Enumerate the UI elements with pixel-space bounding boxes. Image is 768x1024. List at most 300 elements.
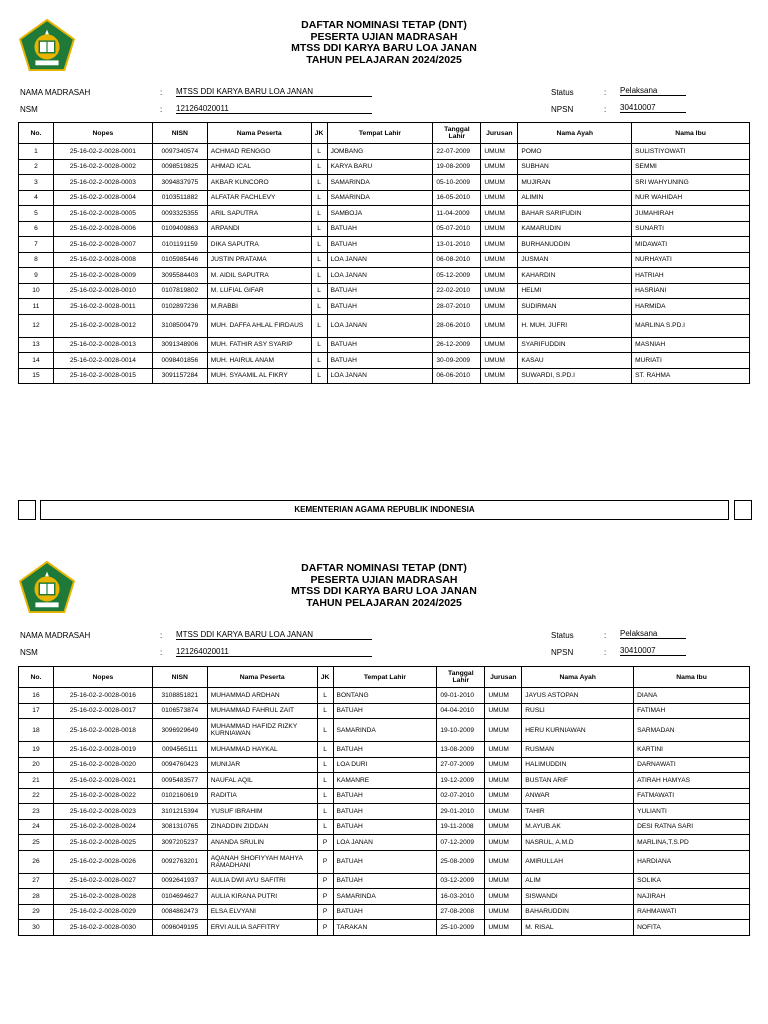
cell-nisn: 3091348906: [152, 337, 207, 353]
cell-tempat-lahir: BATUAH: [333, 873, 437, 889]
cell-no: 23: [19, 804, 54, 820]
table-row: [19, 773, 750, 789]
cell-nama-peserta: AKBAR KUNCORO: [207, 175, 311, 191]
cell-nama-ibu: HATRIAH: [632, 268, 750, 284]
cell-jk: L: [317, 819, 333, 835]
cell-jurusan: UMUM: [485, 688, 522, 704]
cell-nama-ibu: SULISTIYOWATI: [632, 144, 750, 160]
cell-nisn: 0094760423: [152, 757, 207, 773]
cell-nama-ayah: JAYUS ASTOPAN: [522, 688, 634, 704]
cell-nopes: 25-16-02-2-0028-0022: [53, 788, 152, 804]
table-row: [19, 237, 750, 253]
cell-no: 1: [19, 144, 54, 160]
cell-nama-ayah: ALIM: [522, 873, 634, 889]
cell-tanggal-lahir: 22-02-2010: [433, 283, 481, 299]
cell-nama-ibu: RAHMAWATI: [634, 904, 750, 920]
cell-nama-ibu: SEMMI: [632, 159, 750, 175]
cell-no: 27: [19, 873, 54, 889]
table-row: [19, 920, 750, 936]
cell-jk: L: [317, 719, 333, 742]
document-title: DAFTAR NOMINASI TETAP (DNT) PESERTA UJIAN MADRASAH MTSS DDI KARYA BARU LOA JANAN TAHUN PELAJARAN 2024/2025: [291, 562, 477, 609]
cell-nama-peserta: AQANAH SHOFIYYAH MAHYA RAMADHANI: [207, 850, 317, 873]
cell-jurusan: UMUM: [481, 159, 518, 175]
cell-nisn: 0103511882: [152, 190, 207, 206]
cell-tanggal-lahir: 05-12-2009: [433, 268, 481, 284]
colon: :: [604, 88, 607, 97]
cell-jk: L: [317, 757, 333, 773]
cell-nama-ayah: SYARIFUDDIN: [518, 337, 632, 353]
cell-nopes: 25-16-02-2-0028-0011: [53, 299, 152, 315]
table-row: [19, 835, 750, 851]
col-header: Nama Ibu: [634, 667, 750, 688]
cell-nama-ayah: BAHAR SARIFUDIN: [518, 206, 632, 222]
cell-tempat-lahir: BATUAH: [333, 742, 437, 758]
cell-nisn: 3094837975: [152, 175, 207, 191]
table-row: [19, 757, 750, 773]
cell-tempat-lahir: SAMARINDA: [333, 889, 437, 905]
cell-tanggal-lahir: 26-12-2009: [433, 337, 481, 353]
col-header: Nama Ayah: [522, 667, 634, 688]
cell-tempat-lahir: JOMBANG: [327, 144, 433, 160]
cell-nama-peserta: ARPANDI: [207, 221, 311, 237]
cell-nama-ayah: NASRUL, A.M.D: [522, 835, 634, 851]
cell-no: 26: [19, 850, 54, 873]
col-header: Tanggal Lahir: [437, 667, 485, 688]
cell-tempat-lahir: LOA DURI: [333, 757, 437, 773]
cell-jurusan: UMUM: [485, 703, 522, 719]
colon: :: [160, 105, 163, 114]
cell-nama-ibu: FATIMAH: [634, 703, 750, 719]
cell-nama-ibu: HARDIANA: [634, 850, 750, 873]
cell-nama-peserta: M.RABBI: [207, 299, 311, 315]
cell-nama-ayah: MUJIRAN: [518, 175, 632, 191]
cell-tanggal-lahir: 27-08-2008: [437, 904, 485, 920]
cell-nama-peserta: ZINADDIN ZIDDAN: [207, 819, 317, 835]
cell-nama-peserta: AULIA DWI AYU SAFITRI: [207, 873, 317, 889]
cell-nisn: 3097205237: [152, 835, 207, 851]
cell-jk: L: [311, 159, 327, 175]
cell-tanggal-lahir: 30-09-2009: [433, 353, 481, 369]
cell-nama-ibu: SRI WAHYUNING: [632, 175, 750, 191]
cell-nama-ibu: JUMAHIRAH: [632, 206, 750, 222]
cell-nisn: 0084862473: [152, 904, 207, 920]
cell-nisn: 0094565111: [152, 742, 207, 758]
cell-tempat-lahir: SAMARINDA: [327, 175, 433, 191]
cell-nama-ayah: HALIMUDDIN: [522, 757, 634, 773]
corner-box-right: [734, 500, 752, 520]
cell-nisn: 0102160619: [152, 788, 207, 804]
cell-tempat-lahir: SAMARINDA: [327, 190, 433, 206]
cell-tempat-lahir: BATUAH: [327, 237, 433, 253]
cell-nama-peserta: ERVI AULIA SAFFITRY: [207, 920, 317, 936]
cell-nisn: 0092763201: [152, 850, 207, 873]
cell-jk: L: [317, 804, 333, 820]
table-row: [19, 283, 750, 299]
col-header: Nama Ayah: [518, 123, 632, 144]
cell-jk: L: [317, 703, 333, 719]
cell-no: 6: [19, 221, 54, 237]
cell-no: 12: [19, 314, 54, 337]
cell-nama-peserta: NAUFAL AQIL: [207, 773, 317, 789]
table-row: [19, 889, 750, 905]
cell-tempat-lahir: BATUAH: [333, 804, 437, 820]
col-header: Nopes: [53, 123, 152, 144]
cell-jk: P: [317, 850, 333, 873]
cell-nisn: 3096929649: [152, 719, 207, 742]
cell-jurusan: UMUM: [485, 773, 522, 789]
cell-nopes: 25-16-02-2-0028-0008: [53, 252, 152, 268]
cell-jurusan: UMUM: [481, 314, 518, 337]
cell-no: 18: [19, 719, 54, 742]
cell-tempat-lahir: LOA JANAN: [333, 835, 437, 851]
cell-tanggal-lahir: 02-07-2010: [437, 788, 485, 804]
cell-nisn: 0098401856: [152, 353, 207, 369]
cell-tempat-lahir: LOA JANAN: [327, 368, 433, 384]
cell-no: 28: [19, 889, 54, 905]
cell-nopes: 25-16-02-2-0028-0014: [53, 353, 152, 369]
table-row: [19, 206, 750, 222]
cell-no: 7: [19, 237, 54, 253]
cell-nopes: 25-16-02-2-0028-0015: [53, 368, 152, 384]
table-row: [19, 688, 750, 704]
cell-tanggal-lahir: 09-01-2010: [437, 688, 485, 704]
label-npsn: NPSN: [551, 105, 574, 114]
value-status: Pelaksana: [620, 86, 686, 96]
cell-tempat-lahir: KAMANRE: [333, 773, 437, 789]
cell-nama-ibu: ATIRAH HAMYAS: [634, 773, 750, 789]
col-header: Nopes: [53, 667, 152, 688]
col-header: Tanggal Lahir: [433, 123, 481, 144]
cell-nopes: 25-16-02-2-0028-0026: [53, 850, 152, 873]
cell-jk: L: [311, 221, 327, 237]
cell-no: 19: [19, 742, 54, 758]
cell-nama-ibu: SARMADAN: [634, 719, 750, 742]
cell-nama-peserta: ACHMAD RENGGO: [207, 144, 311, 160]
cell-jurusan: UMUM: [485, 889, 522, 905]
ministry-banner: KEMENTERIAN AGAMA REPUBLIK INDONESIA: [40, 500, 729, 520]
cell-nama-ayah: TAHIR: [522, 804, 634, 820]
cell-no: 10: [19, 283, 54, 299]
cell-nama-ayah: RUSLI: [522, 703, 634, 719]
cell-jurusan: UMUM: [481, 368, 518, 384]
cell-tempat-lahir: SAMBOJA: [327, 206, 433, 222]
cell-nama-peserta: YUSUF IBRAHIM: [207, 804, 317, 820]
cell-nama-ibu: HASRIANI: [632, 283, 750, 299]
cell-no: 15: [19, 368, 54, 384]
cell-nisn: 3108500479: [152, 314, 207, 337]
value-nsm: 121264020011: [176, 647, 372, 657]
cell-nisn: 0104694627: [152, 889, 207, 905]
cell-tempat-lahir: BATUAH: [333, 703, 437, 719]
colon: :: [160, 88, 163, 97]
cell-nisn: 0106573874: [152, 703, 207, 719]
cell-nama-peserta: MUHAMMAD HAFIDZ RIZKY KURNIAWAN: [207, 719, 317, 742]
cell-nisn: 0101191159: [152, 237, 207, 253]
cell-no: 5: [19, 206, 54, 222]
participants-table-2: [18, 666, 750, 936]
cell-nisn: 0093325355: [152, 206, 207, 222]
cell-jurusan: UMUM: [485, 719, 522, 742]
cell-nama-ayah: M.AYUB.AK: [522, 819, 634, 835]
cell-nisn: 3101215394: [152, 804, 207, 820]
cell-nopes: 25-16-02-2-0028-0018: [53, 719, 152, 742]
cell-jk: L: [311, 144, 327, 160]
colon: :: [604, 648, 607, 657]
cell-nisn: 3091157284: [152, 368, 207, 384]
cell-tempat-lahir: BATUAH: [333, 788, 437, 804]
cell-nopes: 25-16-02-2-0028-0003: [53, 175, 152, 191]
cell-no: 16: [19, 688, 54, 704]
cell-nama-peserta: M. AIDIL SAPUTRA: [207, 268, 311, 284]
col-header: NISN: [152, 667, 207, 688]
cell-no: 13: [19, 337, 54, 353]
cell-nama-ibu: NAJIRAH: [634, 889, 750, 905]
cell-tanggal-lahir: 05-10-2009: [433, 175, 481, 191]
cell-jurusan: UMUM: [485, 835, 522, 851]
cell-jk: L: [317, 788, 333, 804]
cell-nama-ayah: SISWANDI: [522, 889, 634, 905]
cell-tempat-lahir: TARAKAN: [333, 920, 437, 936]
cell-nama-ibu: DIANA: [634, 688, 750, 704]
cell-tanggal-lahir: 25-08-2009: [437, 850, 485, 873]
cell-tanggal-lahir: 29-01-2010: [437, 804, 485, 820]
label-nsm: NSM: [20, 648, 38, 657]
cell-no: 8: [19, 252, 54, 268]
cell-tanggal-lahir: 04-04-2010: [437, 703, 485, 719]
cell-no: 22: [19, 788, 54, 804]
cell-nama-ibu: DARNAWATI: [634, 757, 750, 773]
cell-nopes: 25-16-02-2-0028-0020: [53, 757, 152, 773]
cell-nama-peserta: ELSA ELVYANI: [207, 904, 317, 920]
cell-nopes: 25-16-02-2-0028-0028: [53, 889, 152, 905]
cell-jk: L: [311, 190, 327, 206]
cell-nama-ayah: BAHARUDDIN: [522, 904, 634, 920]
cell-tanggal-lahir: 16-03-2010: [437, 889, 485, 905]
cell-tanggal-lahir: 05-07-2010: [433, 221, 481, 237]
cell-tempat-lahir: LOA JANAN: [327, 268, 433, 284]
cell-nama-peserta: ARIL SAPUTRA: [207, 206, 311, 222]
cell-nama-ibu: NOFITA: [634, 920, 750, 936]
cell-nopes: 25-16-02-2-0028-0009: [53, 268, 152, 284]
cell-tanggal-lahir: 07-12-2009: [437, 835, 485, 851]
cell-no: 21: [19, 773, 54, 789]
cell-tanggal-lahir: 28-06-2010: [433, 314, 481, 337]
cell-jk: L: [311, 175, 327, 191]
table-row: [19, 221, 750, 237]
table-row: [19, 873, 750, 889]
cell-nama-peserta: MUHAMMAD ARDHAN: [207, 688, 317, 704]
value-npsn: 30410007: [620, 103, 686, 113]
cell-nama-ayah: BUSTAN ARIF: [522, 773, 634, 789]
cell-nopes: 25-16-02-2-0028-0023: [53, 804, 152, 820]
cell-jk: L: [311, 252, 327, 268]
cell-nama-ayah: M. RISAL: [522, 920, 634, 936]
table-row: [19, 190, 750, 206]
cell-nopes: 25-16-02-2-0028-0019: [53, 742, 152, 758]
table-row: [19, 299, 750, 315]
cell-nama-ayah: H. MUH. JUFRI: [518, 314, 632, 337]
table-row: [19, 742, 750, 758]
cell-tempat-lahir: SAMARINDA: [333, 719, 437, 742]
col-header: Tempat Lahir: [327, 123, 433, 144]
cell-nisn: 0102897236: [152, 299, 207, 315]
cell-jk: L: [317, 773, 333, 789]
label-nama-madrasah: NAMA MADRASAH: [20, 631, 91, 640]
cell-nama-ayah: AMIRULLAH: [522, 850, 634, 873]
participants-table-1: [18, 122, 750, 384]
cell-no: 4: [19, 190, 54, 206]
label-status: Status: [551, 88, 574, 97]
cell-jurusan: UMUM: [481, 175, 518, 191]
cell-tempat-lahir: BONTANG: [333, 688, 437, 704]
colon: :: [604, 631, 607, 640]
table-row: [19, 144, 750, 160]
value-npsn: 30410007: [620, 646, 686, 656]
cell-tanggal-lahir: 06-08-2010: [433, 252, 481, 268]
cell-nisn: 0107819802: [152, 283, 207, 299]
cell-tanggal-lahir: 11-04-2009: [433, 206, 481, 222]
table-row: [19, 268, 750, 284]
table-row: [19, 788, 750, 804]
cell-nopes: 25-16-02-2-0028-0016: [53, 688, 152, 704]
cell-tempat-lahir: KARYA BARU: [327, 159, 433, 175]
cell-nama-ayah: BURHANUDDIN: [518, 237, 632, 253]
cell-jk: L: [311, 353, 327, 369]
cell-jurusan: UMUM: [481, 206, 518, 222]
cell-nama-ibu: DESI RATNA SARI: [634, 819, 750, 835]
cell-nama-ibu: MARLINA S.PD.I: [632, 314, 750, 337]
table-row: [19, 368, 750, 384]
label-nsm: NSM: [20, 105, 38, 114]
cell-nopes: 25-16-02-2-0028-0030: [53, 920, 152, 936]
cell-nama-ibu: MASNIAH: [632, 337, 750, 353]
cell-nama-peserta: MUHAMMAD FAHRUL ZAIT: [207, 703, 317, 719]
cell-tempat-lahir: BATUAH: [327, 299, 433, 315]
cell-nama-ayah: SUWARDI, S.PD.I: [518, 368, 632, 384]
cell-tanggal-lahir: 16-05-2010: [433, 190, 481, 206]
cell-nama-ayah: KASAU: [518, 353, 632, 369]
cell-no: 29: [19, 904, 54, 920]
table-row: [19, 252, 750, 268]
col-header: JK: [311, 123, 327, 144]
cell-jurusan: UMUM: [481, 283, 518, 299]
cell-no: 30: [19, 920, 54, 936]
cell-nama-peserta: MUH. DAFFA AHLAL FIRDAUS: [207, 314, 311, 337]
table-row: [19, 337, 750, 353]
cell-no: 2: [19, 159, 54, 175]
cell-nama-peserta: DIKA SAPUTRA: [207, 237, 311, 253]
cell-nopes: 25-16-02-2-0028-0010: [53, 283, 152, 299]
cell-nopes: 25-16-02-2-0028-0027: [53, 873, 152, 889]
cell-jk: L: [311, 368, 327, 384]
value-nama-madrasah: MTSS DDI KARYA BARU LOA JANAN: [176, 630, 372, 640]
cell-nama-peserta: JUSTIN PRATAMA: [207, 252, 311, 268]
cell-nama-ibu: SUNARTI: [632, 221, 750, 237]
cell-nisn: 3081310765: [152, 819, 207, 835]
cell-tempat-lahir: BATUAH: [327, 337, 433, 353]
cell-jurusan: UMUM: [481, 144, 518, 160]
cell-nisn: 0105985446: [152, 252, 207, 268]
col-header: Jurusan: [481, 123, 518, 144]
cell-jurusan: UMUM: [481, 353, 518, 369]
cell-nama-ibu: KARTINI: [634, 742, 750, 758]
cell-nopes: 25-16-02-2-0028-0001: [53, 144, 152, 160]
table-row: [19, 175, 750, 191]
cell-tempat-lahir: LOA JANAN: [327, 252, 433, 268]
cell-tempat-lahir: BATUAH: [327, 221, 433, 237]
cell-nama-ibu: HARMIDA: [632, 299, 750, 315]
cell-nama-ayah: SUBHAN: [518, 159, 632, 175]
cell-jk: L: [311, 299, 327, 315]
table-row: [19, 904, 750, 920]
table-row: [19, 159, 750, 175]
cell-jk: L: [311, 268, 327, 284]
table-row: [19, 314, 750, 337]
cell-tanggal-lahir: 13-01-2010: [433, 237, 481, 253]
cell-jk: L: [311, 206, 327, 222]
cell-nama-ayah: RUSMAN: [522, 742, 634, 758]
value-status: Pelaksana: [620, 629, 686, 639]
cell-jurusan: UMUM: [485, 804, 522, 820]
col-header: Jurusan: [485, 667, 522, 688]
cell-nisn: 3095584403: [152, 268, 207, 284]
cell-jurusan: UMUM: [481, 268, 518, 284]
cell-tanggal-lahir: 22-07-2009: [433, 144, 481, 160]
col-header: JK: [317, 667, 333, 688]
cell-no: 20: [19, 757, 54, 773]
cell-nisn: 0096049195: [152, 920, 207, 936]
cell-jurusan: UMUM: [485, 904, 522, 920]
cell-nama-ibu: MURIATI: [632, 353, 750, 369]
cell-tanggal-lahir: 19-11-2008: [437, 819, 485, 835]
cell-nama-ibu: MARLINA,T.S.PD: [634, 835, 750, 851]
cell-jurusan: UMUM: [481, 337, 518, 353]
cell-nama-ibu: YULIANTI: [634, 804, 750, 820]
cell-nama-peserta: RADITIA: [207, 788, 317, 804]
cell-jurusan: UMUM: [481, 237, 518, 253]
col-header: No.: [19, 667, 54, 688]
table-header: [19, 667, 750, 688]
cell-nopes: 25-16-02-2-0028-0005: [53, 206, 152, 222]
cell-jk: L: [311, 237, 327, 253]
cell-nama-peserta: AULIA KIRANA PUTRI: [207, 889, 317, 905]
cell-tanggal-lahir: 19-08-2009: [433, 159, 481, 175]
cell-jk: L: [311, 337, 327, 353]
cell-nama-peserta: MUH. SYAAMIL AL FIKRY: [207, 368, 311, 384]
cell-jurusan: UMUM: [481, 299, 518, 315]
cell-nisn: 0109409863: [152, 221, 207, 237]
cell-no: 3: [19, 175, 54, 191]
cell-nama-ayah: ANWAR: [522, 788, 634, 804]
cell-tanggal-lahir: 25-10-2009: [437, 920, 485, 936]
colon: :: [160, 648, 163, 657]
table-row: [19, 703, 750, 719]
cell-tanggal-lahir: 06-06-2010: [433, 368, 481, 384]
cell-nopes: 25-16-02-2-0028-0024: [53, 819, 152, 835]
col-header: Nama Ibu: [632, 123, 750, 144]
cell-no: 24: [19, 819, 54, 835]
cell-jurusan: UMUM: [485, 757, 522, 773]
cell-nisn: 0092641937: [152, 873, 207, 889]
cell-nama-peserta: M. LUFIAL GIFAR: [207, 283, 311, 299]
cell-tanggal-lahir: 03-12-2009: [437, 873, 485, 889]
cell-tempat-lahir: BATUAH: [333, 904, 437, 920]
cell-nopes: 25-16-02-2-0028-0017: [53, 703, 152, 719]
cell-tanggal-lahir: 28-07-2010: [433, 299, 481, 315]
cell-jk: L: [317, 688, 333, 704]
cell-nama-peserta: ALFATAR FACHLEVY: [207, 190, 311, 206]
colon: :: [604, 105, 607, 114]
